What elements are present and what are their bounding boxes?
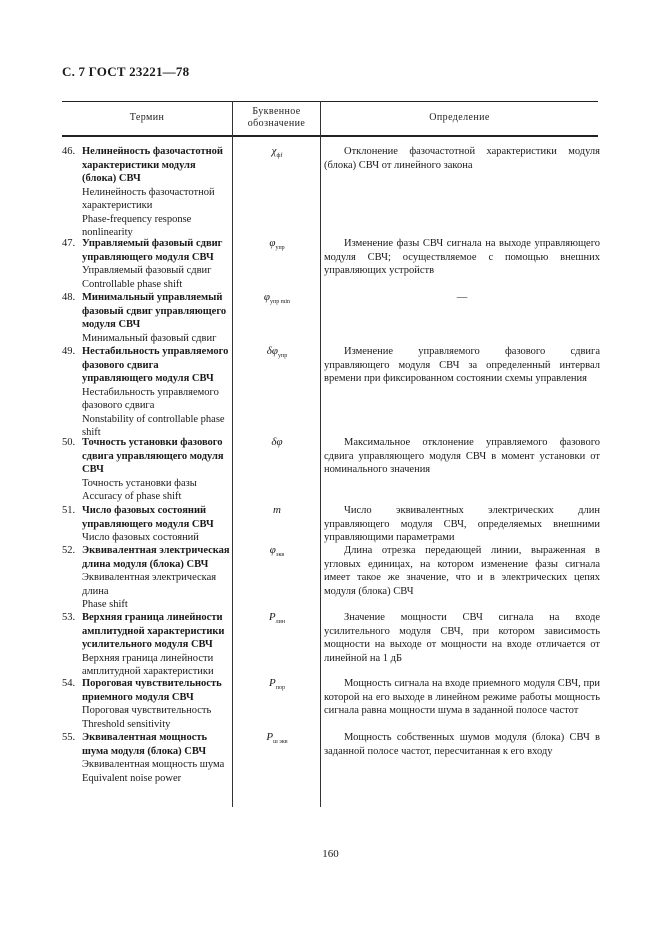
- term-synonym: Phase shift: [82, 599, 128, 610]
- symbol-subscript: упр min: [270, 299, 291, 306]
- term-cell: [62, 677, 230, 731]
- term-cell: [62, 145, 230, 240]
- term-synonym: Верхняя граница линейности амплитудной характеристики: [82, 652, 214, 677]
- symbol-cell: [234, 291, 320, 310]
- symbol-cell: [234, 731, 320, 750]
- symbol-subscript: упр: [275, 245, 285, 252]
- term-number: 46.: [62, 146, 76, 157]
- symbol-letter: P: [266, 731, 274, 743]
- term-synonym: Threshold sensitivity: [82, 718, 171, 730]
- term-title: Управляемый фазовый сдвиг управляющего модуля СВЧ: [82, 238, 223, 263]
- symbol-subscript: ш экв: [273, 739, 288, 746]
- term-title: Пороговая чувствительность приемного модуля СВЧ: [82, 678, 222, 703]
- symbol-letter: m: [273, 504, 281, 516]
- symbol-letter: P: [268, 611, 276, 623]
- column-divider-2: [320, 101, 321, 807]
- term-synonym: Equivalent noise power: [82, 772, 182, 784]
- term-number: 55.: [62, 732, 76, 743]
- symbol-cell: [234, 611, 320, 630]
- term-number: 51.: [62, 505, 76, 516]
- term-number: 53.: [62, 612, 76, 623]
- term-title: Эквивалентная электрическая длина модуля (блока) СВЧ: [82, 545, 230, 570]
- term-synonym: Управляемый фазовый сдвиг: [82, 265, 212, 276]
- term-synonym: Нестабильность управляемого фазового сдвига: [82, 386, 219, 411]
- symbol-cell: [234, 345, 320, 364]
- term-number: 49.: [62, 346, 76, 357]
- term-number: 50.: [62, 437, 76, 448]
- symbol-cell: [234, 504, 320, 518]
- term-synonym: Controllable phase shift: [82, 278, 183, 290]
- term-title: Нестабильность управляемого фазового сдвига управляющего модуля СВЧ: [82, 346, 229, 384]
- definition-cell: Отклонение фазочастотной характеристики модуля (блока) СВЧ от линейного закона: [324, 146, 600, 171]
- term-number: 54.: [62, 678, 76, 689]
- symbol-subscript: упр: [277, 353, 288, 360]
- term-synonym: Accuracy of phase shift: [82, 491, 182, 502]
- document-header: С. 7 ГОСТ 23221—78: [62, 64, 190, 79]
- term-synonym: Эквивалентная мощность шума: [82, 759, 225, 770]
- definition-cell: Мощность сигнала на входе приемного модуля СВЧ, при которой на его выходе в линейном режиме работы мощность сигнала равна мощности шума в заданной полосе частот: [324, 678, 600, 716]
- symbol-letter: δφ: [266, 345, 278, 357]
- symbol-letter: χ: [271, 145, 277, 157]
- symbol-letter: φ: [269, 237, 276, 249]
- term-cell: [62, 291, 230, 345]
- term-number: 48.: [62, 292, 76, 303]
- symbol-cell: [234, 544, 320, 563]
- term-cell: [62, 544, 230, 612]
- symbol-cell: [234, 436, 320, 450]
- term-title: Точность установки фазового сдвига управляющего модуля СВЧ: [82, 437, 224, 475]
- definition-cell: Максимальное отклонение управляемого фазового сдвига управляющего модуля СВЧ в момент установки от номинального значения: [324, 437, 600, 475]
- definition-cell: Длина отрезка передающей линии, выраженная в угловых единицах, на котором изменение фазы сигнала имеет такое же значение, что и в электрических цепях модуля (блока) СВЧ: [324, 545, 600, 597]
- term-title: Верхняя граница линейности амплитудной характеристики усилительного модуля СВЧ: [82, 612, 225, 650]
- symbol-subscript: пор: [275, 685, 285, 692]
- term-cell: [62, 731, 230, 785]
- term-cell: [62, 611, 230, 679]
- table-header-rule: [62, 135, 598, 137]
- symbol-subscript: экв: [275, 552, 285, 559]
- term-cell: [62, 504, 230, 545]
- term-title: Минимальный управляемый фазовый сдвиг управляющего модуля СВЧ: [82, 292, 227, 330]
- definition-cell: Мощность собственных шумов модуля (блока) СВЧ в заданной полосе частот, пересчитанная к его входу: [324, 732, 600, 757]
- term-synonym: Число фазовых состояний: [82, 532, 199, 543]
- definition-cell: Изменение фазы СВЧ сигнала на выходе управляющего модуля СВЧ; осуществляемое с помощью внешних управляющих устройств: [324, 238, 600, 276]
- symbol-letter: P: [269, 677, 276, 689]
- term-synonym: Nonstability of controllable phase shift: [82, 413, 225, 438]
- definition-cell: —: [456, 292, 468, 303]
- page-number: 160: [322, 848, 339, 860]
- term-title: Эквивалентная мощность шума модуля (блока) СВЧ: [82, 732, 208, 757]
- symbol-cell: [234, 237, 320, 256]
- symbol-letter: φ: [269, 544, 276, 556]
- term-title: Число фазовых состояний управляющего модуля СВЧ: [82, 505, 214, 530]
- term-cell: [62, 237, 230, 291]
- term-synonym: Эквивалентная электрическая длина: [82, 572, 217, 597]
- symbol-subscript: лин: [275, 619, 286, 626]
- definition-cell: Значение мощности СВЧ сигнала на входе усилительного модуля СВЧ, при котором зависимость мощности на выходе от мощности на входе отличается от линейной на 1 дБ: [324, 612, 600, 664]
- definition-cell: Число эквивалентных электрических длин управляющего модуля СВЧ, определяемых внешними управляющими параметрами: [324, 505, 600, 543]
- term-synonym: Минимальный фазовый сдвиг: [82, 332, 217, 344]
- term-synonym: Нелинейность фазочастотной характеристики: [82, 186, 215, 211]
- column-header-symbol: Буквенное обозначение: [247, 106, 306, 129]
- symbol-letter: φ: [263, 291, 271, 303]
- term-number: 47.: [62, 238, 76, 249]
- column-header-definition: Определение: [429, 112, 490, 123]
- term-synonym: Точность установки фазы: [82, 477, 197, 489]
- symbol-subscript: фf: [276, 153, 283, 160]
- symbol-cell: [234, 677, 320, 696]
- term-title: Нелинейность фазочастотной характеристики модуля (блока) СВЧ: [82, 146, 223, 184]
- symbol-cell: [234, 145, 320, 164]
- definition-cell: Изменение управляемого фазового сдвига управляющего модуля СВЧ за определенный интервал времени при фиксированном состоянии схемы управления: [324, 346, 600, 384]
- term-cell: [62, 345, 230, 440]
- term-synonym: Phase-frequency response nonlinearity: [82, 213, 192, 238]
- term-number: 52.: [62, 545, 76, 556]
- symbol-letter: δφ: [271, 436, 283, 448]
- column-header-term: Термин: [129, 112, 165, 123]
- term-synonym: Пороговая чувствительность: [82, 705, 212, 716]
- column-divider-1: [232, 101, 233, 807]
- term-cell: [62, 436, 230, 504]
